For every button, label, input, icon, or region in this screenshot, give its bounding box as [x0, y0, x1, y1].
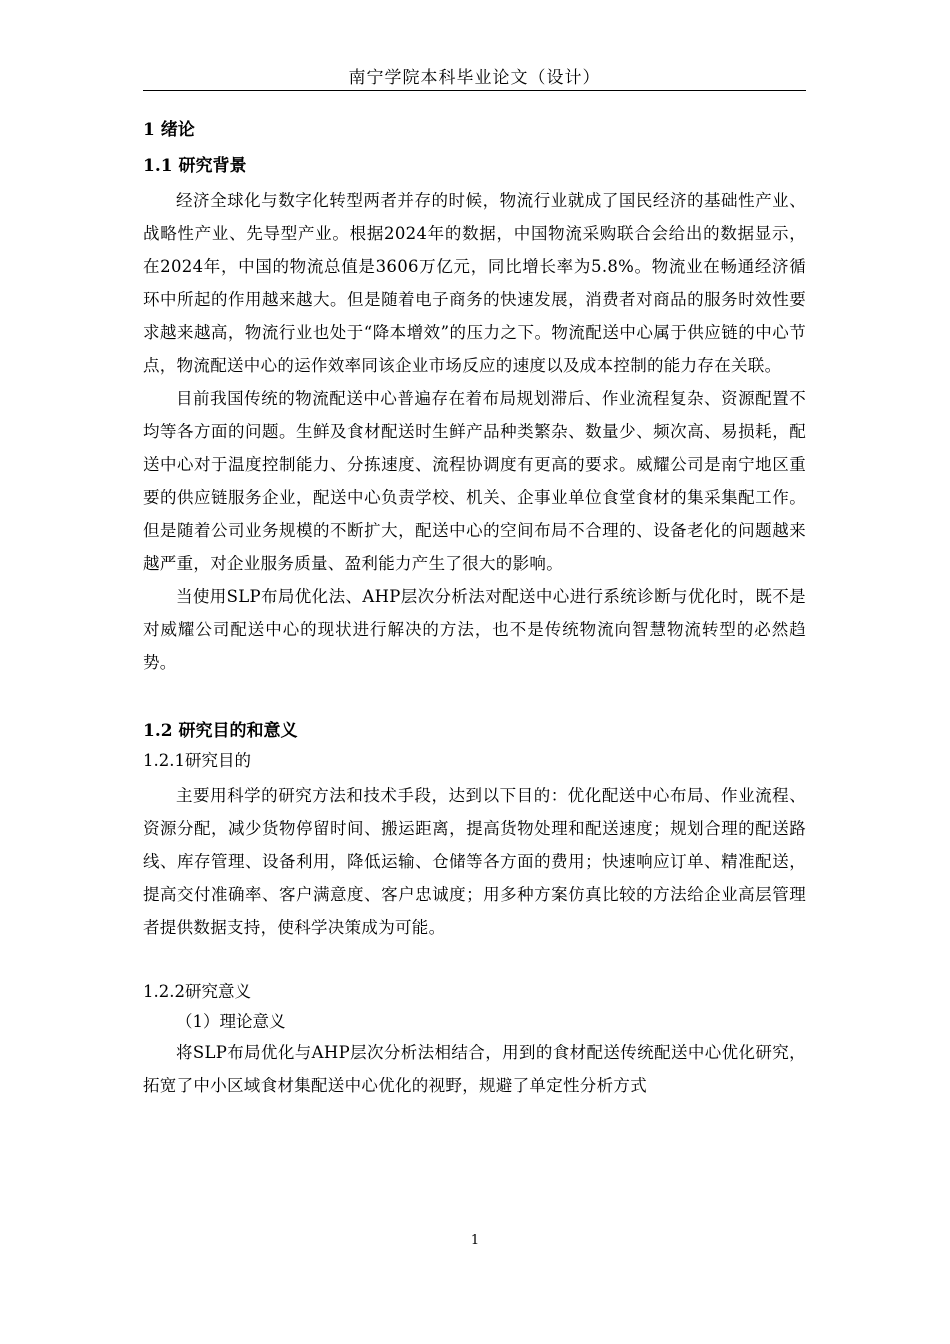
page-number: 1 — [470, 1233, 480, 1248]
subsection-heading-significance: 1.2.2研究意义 — [143, 982, 251, 1001]
spacer — [143, 944, 806, 974]
paragraph-theory-significance: 将SLP布局优化与AHP层次分析法相结合，用到的食材配送传统配送中心优化研究，拓宽了中小区域食材集配送中心优化的视野，规避了单定性分析方式 — [143, 1043, 806, 1095]
page-content — [143, 112, 806, 1102]
chapter-heading: 1 绪论 — [143, 120, 195, 140]
paragraph-background-1: 经济全球化与数字化转型两者并存的时候，物流行业就成了国民经济的基础性产业、战略性产业、先导型产业。根据2024年的数据，中国物流采购联合会给出的数据显示，在2024年，中国的物流总值是3606万亿元，同比增长率为5.8%。物流业在畅通经济循环中所起的作用越来越大。但是随着电子商务的快速发展，消费者对商品的服务时效性要求越来越高，物流行业也处于“降本增效”的压力之下。物流配送中心属于供应链的中心节点，物流配送中心的运作效率同该企业市场反应的速度以及成本控制的能力存在关联。 — [143, 191, 806, 375]
page-header: 南宁学院本科毕业论文（设计） — [348, 68, 601, 88]
spacer — [143, 679, 806, 711]
section-heading-background: 1.1 研究背景 — [143, 156, 247, 176]
paragraph-background-3: 当使用SLP布局优化法、AHP层次分析法对配送中心进行系统诊断与优化时，既不是对威耀公司配送中心的现状进行解决的方法，也不是传统物流向智慧物流转型的必然趋势。 — [143, 587, 806, 672]
section-heading-purpose-significance: 1.2 研究目的和意义 — [143, 721, 298, 741]
subsection-heading-purpose: 1.2.1研究目的 — [143, 751, 251, 770]
theory-significance-heading: （1）理论意义 — [176, 1012, 286, 1031]
paragraph-background-2: 目前我国传统的物流配送中心普遍存在着布局规划滞后、作业流程复杂、资源配置不均等各方面的问题。生鲜及食材配送时生鲜产品种类繁杂、数量少、频次高、易损耗，配送中心对于温度控制能力、分拣速度、流程协调度有更高的要求。威耀公司是南宁地区重要的供应链服务企业，配送中心负责学校、机关、企事业单位食堂食材的集采集配工作。但是随着公司业务规模的不断扩大，配送中心的空间布局不合理的、设备老化的问题越来越严重，对企业服务质量、盈利能力产生了很大的影响。 — [143, 389, 806, 573]
paragraph-purpose: 主要用科学的研究方法和技术手段，达到以下目的：优化配送中心布局、作业流程、资源分配，减少货物停留时间、搬运距离，提高货物处理和配送速度；规划合理的配送路线、库存管理、设备利用，降低运输、仓储等各方面的费用；快速响应订单、精准配送，提高交付准确率、客户满意度、客户忠诚度；用多种方案仿真比较的方法给企业高层管理者提供数据支持，使科学决策成为可能。 — [143, 786, 806, 937]
header-rule — [143, 90, 806, 91]
